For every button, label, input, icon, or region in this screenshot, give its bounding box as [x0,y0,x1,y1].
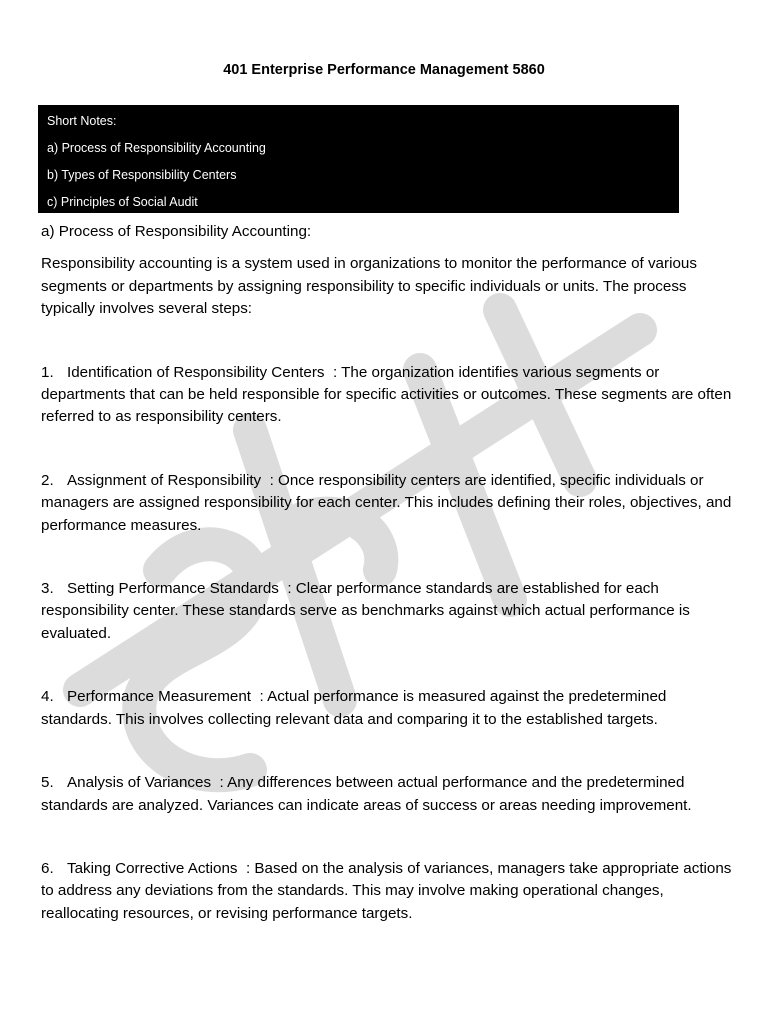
step-title: Assignment of Responsibility [67,471,262,489]
step-title: Performance Measurement [67,688,252,706]
step-paragraph [41,686,736,731]
step-paragraph [41,772,736,817]
short-notes-heading: Short Notes: [47,114,117,128]
section-heading: a) Process of Responsibility Accounting: [41,223,312,240]
step-paragraph [41,858,736,925]
step-number: 5. [41,774,54,792]
step-number: 1. [41,363,54,381]
step-text: : Based on the analysis of variances, managers take appropriate actions to address any deviations from the standards. This may involve making operational changes, reallocating resources, or revising performance targets. [41,859,732,922]
short-notes-item: c) Principles of Social Audit [47,195,198,209]
short-notes-box [38,105,679,213]
step-number: 4. [41,688,54,706]
step-title: Identification of Responsibility Centers [67,363,325,381]
step-number: 2. [41,471,54,489]
short-notes-item: a) Process of Responsibility Accounting [47,141,266,155]
step-text: : The organization identifies various segments or departments that can be held responsible for specific activities or outcomes. These segments are often referred to as responsibility centers. [41,363,732,426]
step-text: : Any differences between actual performance and the predetermined standards are analyzed. Variances can indicate areas of success or areas needing improvement. [41,774,692,814]
step-text: : Clear performance standards are established for each responsibility center. These standards serve as benchmarks against which actual performance is evaluated. [41,580,690,642]
step-paragraph [41,578,736,645]
step-title: Taking Corrective Actions [67,859,238,877]
step-title: Setting Performance Standards [67,580,279,598]
document-body [41,221,736,966]
document-title: 401 Enterprise Performance Management 5860 [223,62,545,78]
step-paragraph [41,470,736,537]
step-paragraph [41,362,736,429]
step-number: 3. [41,580,54,598]
intro-paragraph: Responsibility accounting is a system used in organizations to monitor the performance of various segments or departments by assigning responsibility to specific individuals or units. The process typically involves several steps: [41,255,697,318]
step-title: Analysis of Variances [67,774,212,792]
step-text: : Actual performance is measured against the predetermined standards. This involves collecting relevant data and comparing it to the established targets. [41,688,667,728]
step-text: : Once responsibility centers are identified, specific individuals or managers are assigned responsibility for each center. This includes defining their roles, objectives, and performance measures. [41,471,732,534]
short-notes-item: b) Types of Responsibility Centers [47,168,237,182]
step-number: 6. [41,859,54,877]
